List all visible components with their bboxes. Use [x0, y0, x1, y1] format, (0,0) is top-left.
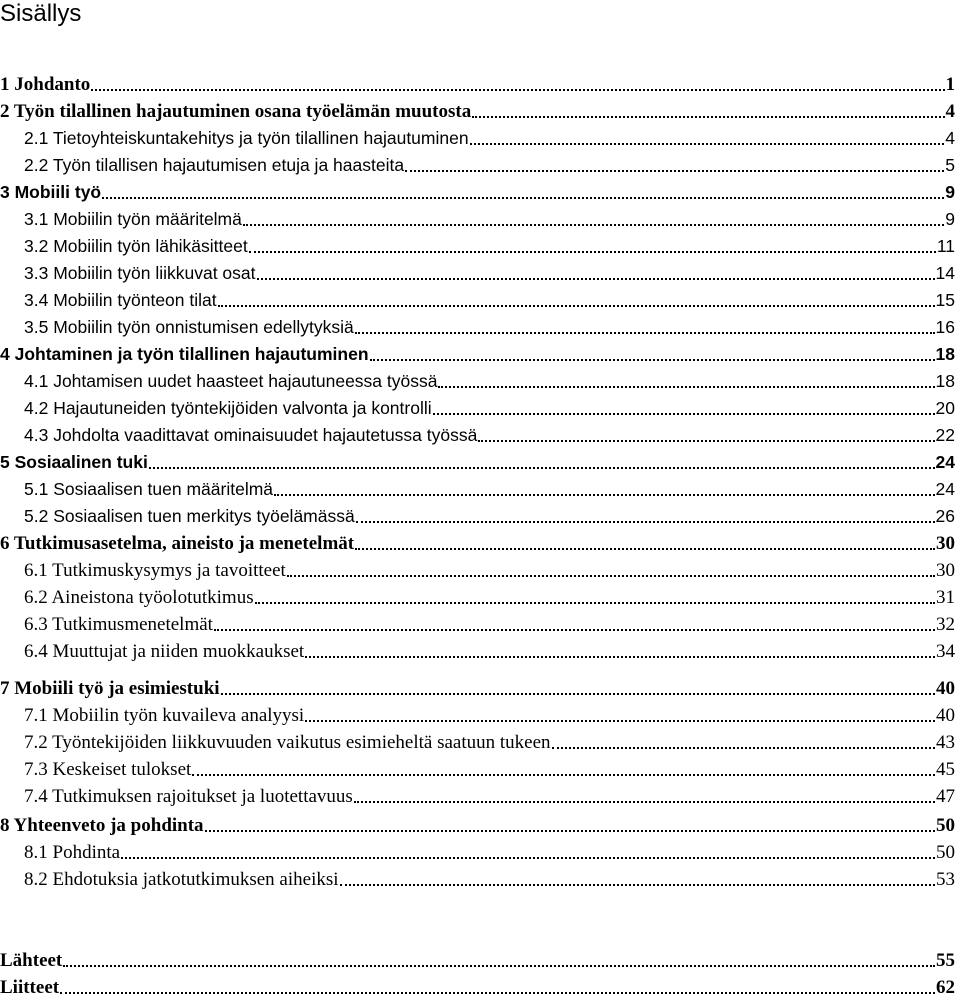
toc-entry-page: 50 — [936, 842, 955, 863]
toc-entry-page: 45 — [936, 759, 955, 780]
toc-entry[interactable] — [24, 206, 955, 233]
dot-leader — [552, 746, 935, 749]
dot-leader — [470, 142, 945, 145]
toc-entry-page: 24 — [935, 479, 955, 499]
dot-leader — [355, 547, 935, 550]
dot-leader — [438, 385, 934, 388]
dot-leader — [255, 601, 935, 604]
dot-leader — [257, 277, 935, 280]
dot-leader — [478, 439, 934, 442]
toc-entry[interactable] — [24, 152, 955, 179]
toc-entry-label: 6.3 Tutkimusmenetelmät — [24, 614, 213, 635]
toc-entry[interactable] — [24, 638, 955, 665]
dot-leader — [433, 412, 935, 415]
toc-entry[interactable] — [24, 422, 955, 449]
toc-entry[interactable] — [0, 449, 955, 476]
toc-entry-page: 1 — [945, 74, 955, 95]
toc-entry-label: 8 Yhteenveto ja pohdinta — [0, 815, 204, 836]
dot-leader — [214, 628, 935, 631]
toc-entry-page: 16 — [935, 317, 955, 337]
dot-leader — [218, 304, 935, 307]
toc-entry-label: 7.2 Työntekijöiden liikkuvuuden vaikutus esimieheltä saatuun tukeen — [24, 732, 551, 753]
toc-entry-label: 4.2 Hajautuneiden työntekijöiden valvonta ja kontrolli — [24, 398, 432, 418]
toc-entry-page: 43 — [936, 732, 955, 753]
toc-entry[interactable] — [0, 71, 955, 98]
dot-leader — [192, 773, 935, 776]
toc-entry[interactable] — [24, 125, 955, 152]
toc-entry[interactable] — [24, 233, 955, 260]
dot-leader — [91, 88, 944, 91]
toc-entry-page: 50 — [936, 815, 955, 836]
toc-entry[interactable] — [0, 812, 955, 839]
toc-entry[interactable] — [24, 476, 955, 503]
toc-entry-page: 47 — [936, 786, 955, 807]
toc-entry[interactable] — [24, 783, 955, 810]
toc-entry-page: 20 — [935, 398, 955, 418]
toc-entry-label: 8.1 Pohdinta — [24, 842, 121, 863]
toc-entry-label: 6 Tutkimusasetelma, aineisto ja menetelmät — [0, 533, 355, 554]
dot-leader — [340, 883, 935, 886]
toc-entry-page: 9 — [945, 182, 955, 202]
toc-entry-label: 7.4 Tutkimuksen rajoitukset ja luotettavuus — [24, 786, 353, 807]
toc-entry[interactable] — [24, 839, 955, 866]
toc-entry-label: Lähteet — [0, 950, 63, 971]
toc-entry-page: 18 — [935, 371, 955, 391]
toc-entry-label: 3.3 Mobiilin työn liikkuvat osat — [24, 263, 256, 283]
dot-leader — [287, 574, 935, 577]
toc-entry-page: 4 — [945, 101, 955, 122]
toc-entry-label: 2.1 Tietoyhteiskuntakehitys ja työn tilallinen hajautuminen — [24, 128, 469, 148]
dot-leader — [121, 856, 935, 859]
toc-entry[interactable] — [24, 611, 955, 638]
toc-entry-page: 30 — [936, 533, 955, 554]
toc-entry[interactable] — [24, 503, 955, 530]
toc-entry-page: 53 — [936, 869, 955, 890]
toc-entry-label: Liitteet — [0, 977, 60, 998]
toc-entry-page: 31 — [936, 587, 955, 608]
toc-entry[interactable] — [0, 974, 955, 1001]
toc-entry-label: 3 Mobiili työ — [0, 182, 102, 202]
toc-entry-page: 26 — [935, 506, 955, 526]
toc-entry-page: 5 — [945, 155, 955, 175]
dot-leader — [60, 991, 935, 994]
dot-leader — [205, 829, 935, 832]
toc-entry[interactable] — [24, 584, 955, 611]
toc-entry[interactable] — [0, 530, 955, 557]
toc-entry-page: 22 — [935, 425, 955, 445]
toc-entry-label: 2.2 Työn tilallisen hajautumisen etuja ja haasteita — [24, 155, 405, 175]
dot-leader — [356, 520, 935, 523]
toc-entry-label: 7.3 Keskeiset tulokset — [24, 759, 192, 780]
toc-entry-page: 32 — [936, 614, 955, 635]
toc-entry-page: 9 — [945, 209, 955, 229]
toc-entry-label: 5.2 Sosiaalisen tuen merkitys työelämässä — [24, 506, 355, 526]
dot-leader — [305, 719, 935, 722]
dot-leader — [354, 800, 935, 803]
toc-entry-label: 7 Mobiili työ ja esimiestuki — [0, 678, 220, 699]
toc-entry-label: 8.2 Ehdotuksia jatkotutkimuksen aiheiksi — [24, 869, 339, 890]
toc-entry-label: 3.2 Mobiilin työn lähikäsitteet — [24, 236, 248, 256]
toc-entry-label: 6.1 Tutkimuskysymys ja tavoitteet — [24, 560, 286, 581]
toc-entry[interactable] — [24, 287, 955, 314]
toc-entry[interactable] — [0, 675, 955, 702]
toc-entry[interactable] — [24, 260, 955, 287]
dot-leader — [405, 169, 944, 172]
toc-entry-label: 3.4 Mobiilin työnteon tilat — [24, 290, 217, 310]
toc-entry-page: 24 — [935, 452, 955, 472]
toc-entry-page: 15 — [935, 290, 955, 310]
dot-leader — [355, 331, 935, 334]
toc-entry[interactable] — [24, 756, 955, 783]
toc-entry-page: 62 — [936, 977, 955, 998]
toc-entry-label: 4.3 Johdolta vaadittavat ominaisuudet hajautetussa työssä — [24, 425, 478, 445]
toc-entry[interactable] — [24, 368, 955, 395]
toc-entry[interactable] — [24, 557, 955, 584]
toc-entry[interactable] — [0, 179, 955, 206]
toc-entry-label: 2 Työn tilallinen hajautuminen osana työelämän muutosta — [0, 101, 472, 122]
toc-entry-label: 6.4 Muuttujat ja niiden muokkaukset — [24, 641, 305, 662]
toc-entry-label: 3.5 Mobiilin työn onnistumisen edellytyksiä — [24, 317, 354, 337]
toc-entry-page: 11 — [936, 236, 955, 256]
dot-leader — [221, 692, 935, 695]
toc-entry-label: 5 Sosiaalinen tuki — [0, 452, 148, 472]
toc-entry-page: 18 — [935, 344, 955, 364]
toc-entry[interactable] — [24, 729, 955, 756]
dot-leader — [274, 493, 935, 496]
page-title: Sisällys — [0, 0, 82, 27]
toc-entry-label: 1 Johdanto — [0, 74, 91, 95]
toc-entry[interactable] — [24, 866, 955, 893]
toc-entry-page: 40 — [936, 705, 955, 726]
dot-leader — [472, 115, 944, 118]
toc-entry-label: 5.1 Sosiaalisen tuen määritelmä — [24, 479, 274, 499]
dot-leader — [102, 196, 944, 199]
toc-entry-page: 55 — [936, 950, 955, 971]
toc-entry-page: 4 — [945, 128, 955, 148]
dot-leader — [149, 466, 935, 469]
dot-leader — [243, 223, 944, 226]
toc-entry-label: 4 Johtaminen ja työn tilallinen hajautuminen — [0, 344, 369, 364]
dot-leader — [305, 655, 935, 658]
toc-entry-page: 40 — [936, 678, 955, 699]
dot-leader — [370, 358, 935, 361]
toc-entry[interactable] — [24, 395, 955, 422]
toc-entry-label: 7.1 Mobiilin työn kuvaileva analyysi — [24, 705, 305, 726]
toc-entry[interactable] — [0, 947, 955, 974]
toc-entry-page: 34 — [936, 641, 955, 662]
toc-entry[interactable] — [24, 702, 955, 729]
toc-entry-label: 3.1 Mobiilin työn määritelmä — [24, 209, 242, 229]
toc-entry[interactable] — [0, 341, 955, 368]
toc-entry-page: 14 — [935, 263, 955, 283]
toc-entry-label: 6.2 Aineistona työolotutkimus — [24, 587, 254, 608]
toc-entry-label: 4.1 Johtamisen uudet haasteet hajautuneessa työssä — [24, 371, 438, 391]
toc-entry[interactable] — [0, 98, 955, 125]
toc-entry-page: 30 — [936, 560, 955, 581]
toc-entry[interactable] — [24, 314, 955, 341]
dot-leader — [63, 964, 935, 967]
dot-leader — [249, 250, 936, 253]
